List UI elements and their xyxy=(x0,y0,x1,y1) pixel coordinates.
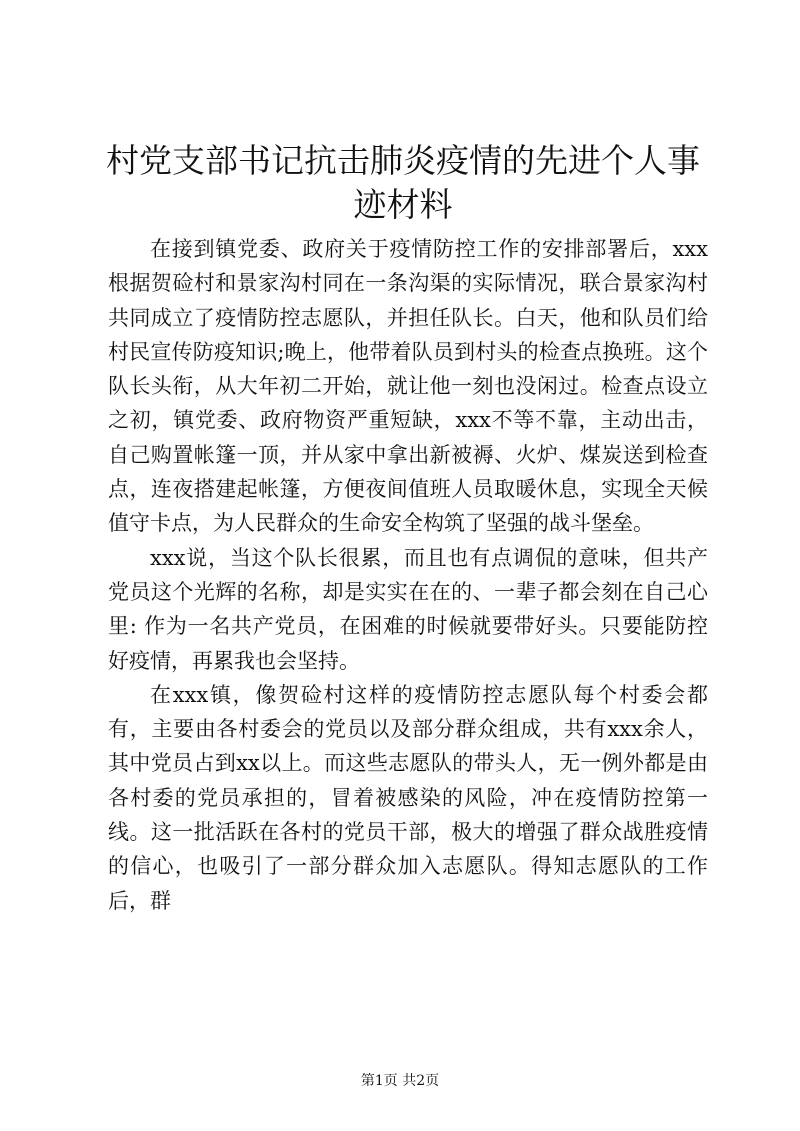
page-number-footer: 第1页 共2页 xyxy=(360,1073,440,1089)
paragraph-1: 在接到镇党委、政府关于疫情防控工作的安排部署后，xxx根据贺硷村和景家沟村同在一条沟渠的实际情况，联合景家沟村共同成立了疫情防控志愿队，并担任队长。白天，他和队员们给村民宣传防疫知识;晚上，他带着队员到村头的检查点换班。这个队长头衔，从大年初二开始，就让他一刻也没闲过。检查点设立之初，镇党委、政府物资严重短缺，xxx不等不靠，主动出击，自己购置帐篷一顶，并从家中拿出新被褥、火炉、煤炭送到检查点，连夜搭建起帐篷，方便夜间值班人员取暖休息，实现全天候值守卡点，为人民群众的生命安全构筑了坚强的战斗堡垒。 xyxy=(108,237,708,536)
document-body xyxy=(108,232,708,918)
paragraph-3: 在xxx镇，像贺硷村这样的疫情防控志愿队每个村委会都有，主要由各村委会的党员以及部分群众组成，共有xxx余人，其中党员占到xx以上。而这些志愿队的带头人，无一例外都是由各村委的党员承担的，冒着被感染的风险，冲在疫情防控第一线。这一批活跃在各村的党员干部，极大的增强了群众战胜疫情的信心，也吸引了一部分群众加入志愿队。得知志愿队的工作后，群 xyxy=(108,682,708,913)
document-title: 村党支部书记抗击肺炎疫情的先进个人事迹材料 xyxy=(106,141,700,224)
paragraph-2: xxx说，当这个队长很累，而且也有点调侃的意味，但共产党员这个光辉的名称，却是实实在在的、一辈子都会刻在自己心里: 作为一名共产党员，在困难的时候就要带好头。只要能防控好疫情，再累我也会坚持。 xyxy=(108,545,708,673)
